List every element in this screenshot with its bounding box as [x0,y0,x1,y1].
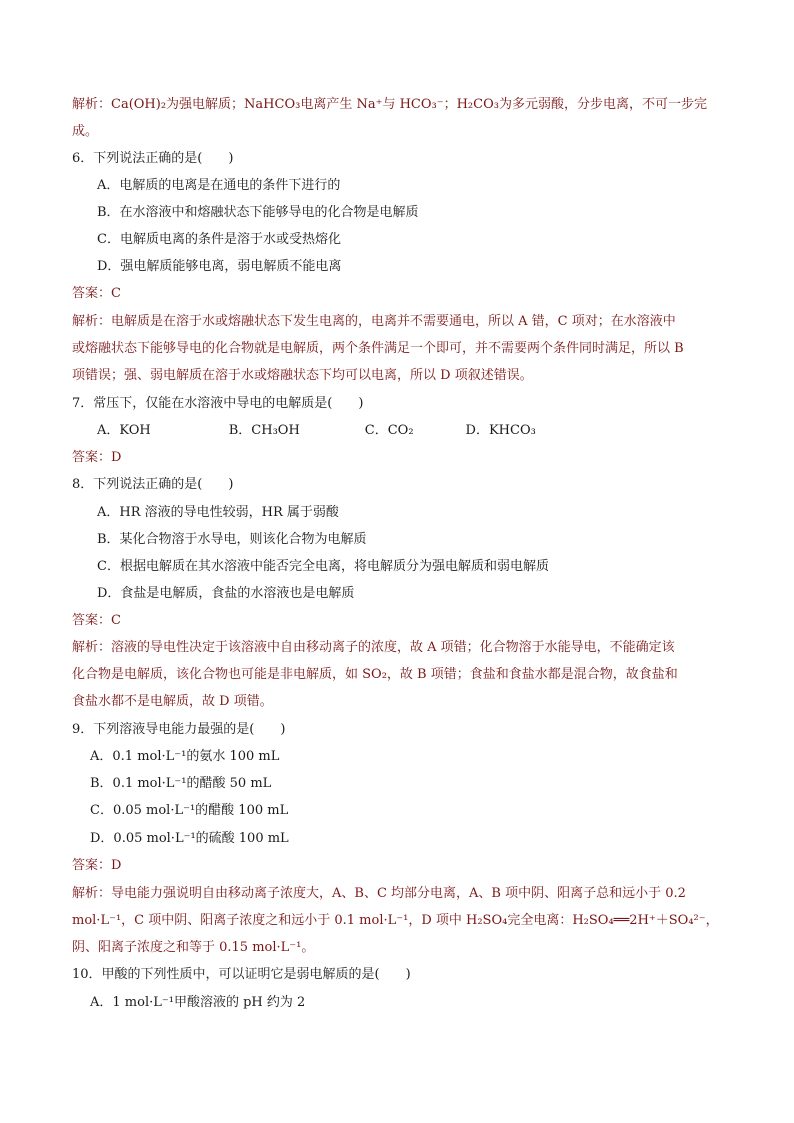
question-7-options: A．KOH B．CH₃OH C．CO₂ D．KHCO₃ [97,423,536,438]
question-7-stem: 7．常压下，仅能在水溶液中导电的电解质是( ) [72,396,364,411]
question-8-analysis-line-3: 食盐水都不是电解质，故 D 项错。 [72,694,273,709]
question-8-option-d: D．食盐是电解质，食盐的水溶液也是电解质 [97,586,355,601]
question-6-option-d: D．强电解质能够电离，弱电解质不能电离 [97,259,342,274]
question-6-option-b: B．在水溶液中和熔融状态下能够导电的化合物是电解质 [97,205,419,220]
question-10-stem: 10．甲酸的下列性质中，可以证明它是弱电解质的是( ) [72,967,411,982]
question-8-option-c: C．根据电解质在其水溶液中能否完全电离，将电解质分为强电解质和弱电解质 [97,559,549,574]
question-9-answer: 答案：D [72,858,122,873]
question-6-analysis-line-1: 解析：电解质是在溶于水或熔融状态下发生电离的，电离并不需要通电，所以 A 错，C 项对；在水溶液中 [72,314,676,329]
question-8-option-a: A．HR 溶液的导电性较弱，HR 属于弱酸 [97,505,339,520]
question-6-option-c: C．电解质电离的条件是溶于水或受热熔化 [97,232,341,247]
question-8-analysis-line-2: 化合物是电解质，该化合物也可能是非电解质，如 SO₂，故 B 项错；食盐和食盐水都是混合物，故食盐和 [72,667,678,682]
question-9-option-c: C．0.05 mol·L⁻¹的醋酸 100 mL [90,803,289,818]
question-8-option-b: B．某化合物溶于水导电，则该化合物为电解质 [97,532,367,547]
question-8-answer: 答案：C [72,613,121,628]
question-9-option-a: A．0.1 mol·L⁻¹的氨水 100 mL [90,749,280,764]
question-6-answer: 答案：C [72,286,121,301]
question-9-analysis-line-3: 阴、阳离子浓度之和等于 0.15 mol·L⁻¹。 [72,940,315,955]
question-8-analysis-line-1: 解析：溶液的导电性决定于该溶液中自由移动离子的浓度，故 A 项错；化合物溶于水能导电，不能确定该 [72,640,675,655]
question-6-analysis-line-3: 项错误；强、弱电解质在溶于水或熔融状态下均可以电离，所以 D 项叙述错误。 [72,368,533,383]
analysis-prev-line-2: 成。 [72,124,99,139]
analysis-prev-line-1: 解析：Ca(OH)₂为强电解质；NaHCO₃电离产生 Na⁺与 HCO₃⁻；H₂CO₃为多元弱酸，分步电离，不可一步完 [72,97,707,112]
question-6-stem: 6．下列说法正确的是( ) [72,151,234,166]
question-8-stem: 8．下列说法正确的是( ) [72,477,234,492]
question-9-analysis-line-2: mol·L⁻¹，C 项中阴、阳离子浓度之和远小于 0.1 mol·L⁻¹，D 项中 H₂SO₄完全电离：H₂SO₄══2H⁺＋SO₄²⁻， [72,913,719,928]
question-6-analysis-line-2: 或熔融状态下能够导电的化合物就是电解质，两个条件满足一个即可，并不需要两个条件同时满足，所以 B [72,341,684,356]
question-7-answer: 答案：D [72,450,122,465]
question-10-option-a: A．1 mol·L⁻¹甲酸溶液的 pH 约为 2 [90,995,306,1010]
question-6-option-a: A．电解质的电离是在通电的条件下进行的 [97,178,341,193]
question-9-option-b: B．0.1 mol·L⁻¹的醋酸 50 mL [90,776,272,791]
question-9-analysis-line-1: 解析：导电能力强说明自由移动离子浓度大，A、B、C 均部分电离，A、B 项中阴、阳离子总和远小于 0.2 [72,886,686,901]
question-9-stem: 9．下列溶液导电能力最强的是( ) [72,722,286,737]
question-9-option-d: D．0.05 mol·L⁻¹的硫酸 100 mL [90,831,289,846]
